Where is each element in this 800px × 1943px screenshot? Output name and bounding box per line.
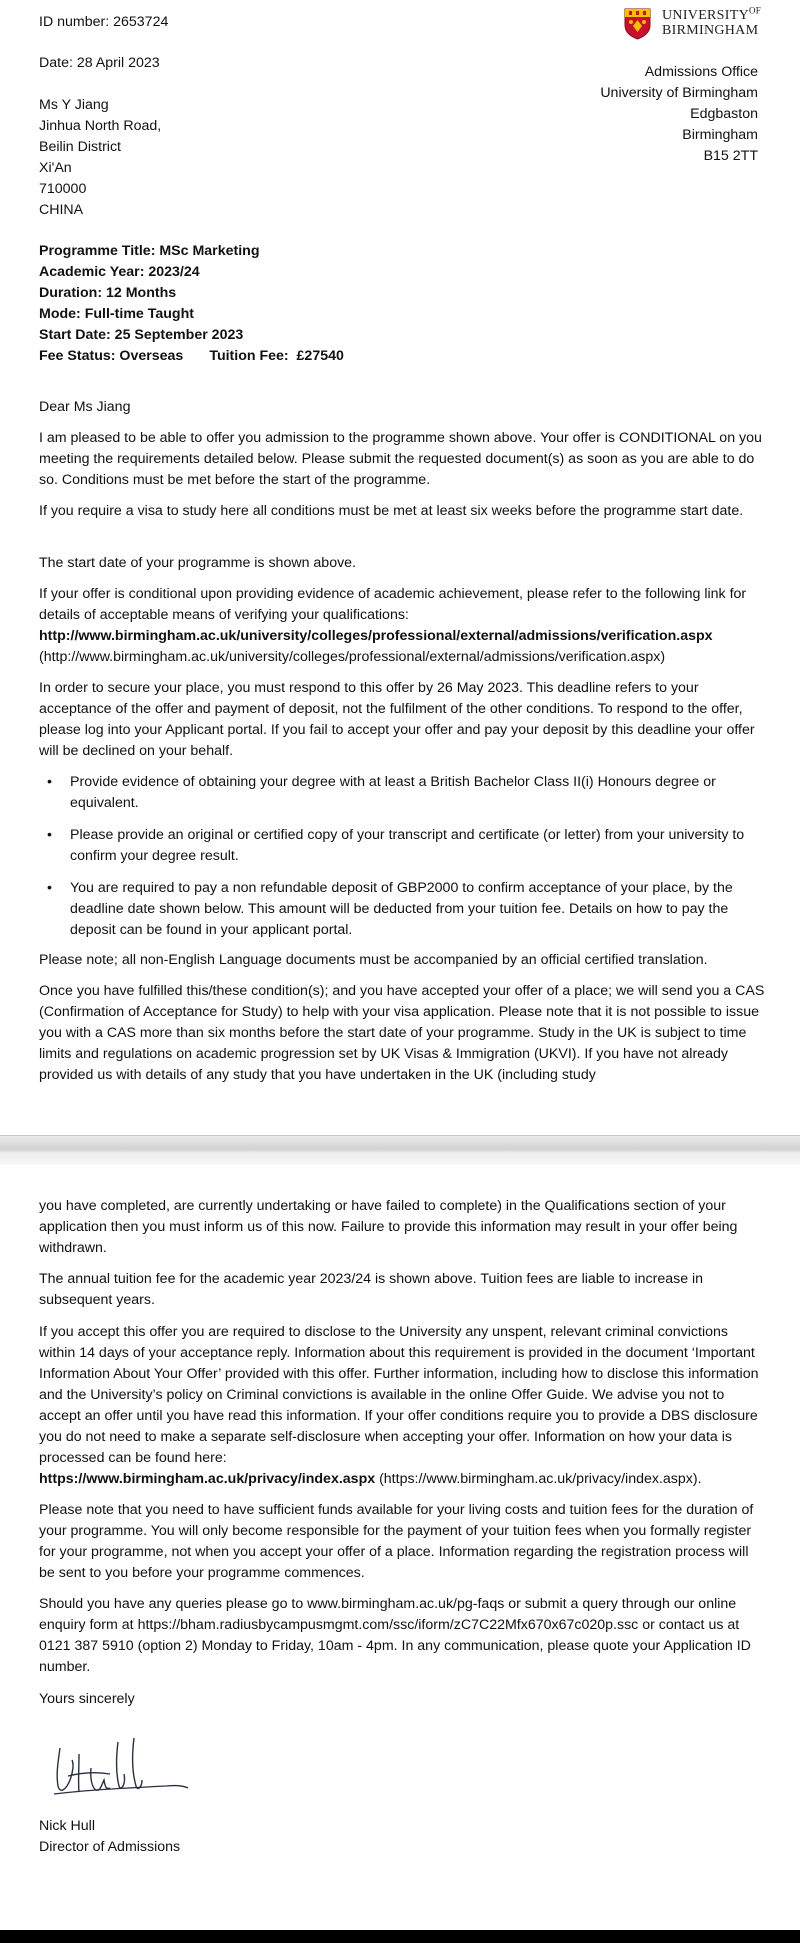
mode: Mode: Full-time Taught [39, 306, 194, 322]
programme-details [39, 241, 344, 367]
paragraph-visa: If you require a visa to study here all conditions must be met at least six weeks before the programme start date. [39, 503, 744, 519]
tuition-fee: Tuition Fee: £27540 [209, 348, 344, 364]
paragraph-annual-fee: The annual tuition fee for the academic year 2023/24 is shown above. Tuition fees are liable to increase in subsequent years. [39, 1271, 704, 1308]
paragraph-verification: If your offer is conditional upon providing evidence of academic achievement, please refer to the following link for details of acceptable means of verifying your qualifications: http://www.birmingham.ac.uk/university/colleges/professional/external/admissions/verification.aspx (http://www.birmingham.ac.uk/university/colleges/professional/external/admissions/verification.aspx) [39, 584, 766, 668]
sender-address: Admissions Office University of Birmingham Edgbaston Birmingham B15 2TT [600, 64, 758, 164]
id-number: ID number: 2653724 [39, 14, 169, 30]
signature-image [46, 1734, 206, 1804]
paragraph-deadline: In order to secure your place, you must respond to this offer by 26 May 2023. This deadline refers to your acceptance of the offer and payment of deposit, not the fulfilment of the other conditions. To respond to the offer, please log into your Applicant portal. If you fail to accept your offer and pay your deposit by this deadline your offer will be declined on your behalf. [39, 680, 755, 759]
programme-title: Programme Title: MSc Marketing [39, 243, 260, 259]
letter-date: Date: 28 April 2023 [39, 55, 160, 71]
list-item: • You are required to pay a non refundable deposit of GBP2000 to confirm acceptance of your place, by the deadline date shown below. This amount will be deducted from your tuition fee. Details on how to pay the deposit can be found in your applicant portal. [39, 878, 766, 941]
university-wordmark: $UNIVERSITY^{OF}$ BIRMINGHAM [662, 5, 762, 38]
salutation: Dear Ms Jiang [39, 399, 131, 415]
fee-status: Fee Status: Overseas [39, 348, 184, 364]
paragraph-funds: Please note that you need to have sufficient funds available for your living costs and tuition fees for the duration of your programme. You will only become responsible for the payment of your tuition fees when you formally register for your programme, not when you accept your offer of a place. Information regarding the registration process will be sent to you before your programme commences. [39, 1502, 754, 1581]
viewer-bottom-bar [0, 1930, 800, 1943]
start-date: Start Date: 25 September 2023 [39, 327, 244, 343]
list-item: • Provide evidence of obtaining your degree with at least a British Bachelor Class II(i) Honours degree or equivalent. [39, 772, 766, 814]
list-item: • Please provide an original or certified copy of your transcript and certificate (or letter) from your university to confirm your degree result. [39, 825, 766, 867]
university-crest-icon [624, 8, 651, 40]
paragraph-queries: Should you have any queries please go to www.birmingham.ac.uk/pg-faqs or submit a query through our online enquiry form at https://bham.radiusbycampusmgmt.com/ssc/iform/zC7C22Mfx670x67c020p.ssc or contact us at 0121 387 5910 (option 2) Monday to Friday, 10am - 4pm. In any communication, please quote your Application ID number. [39, 1596, 751, 1675]
signatory-name: Nick Hull [39, 1818, 95, 1834]
privacy-link[interactable]: https://www.birmingham.ac.uk/privacy/index.aspx [39, 1471, 376, 1487]
conditions-list [39, 772, 766, 952]
duration: Duration: 12 Months [39, 285, 177, 301]
paragraph-start-date: The start date of your programme is shown above. [39, 555, 357, 571]
paragraph-cas: Once you have fulfilled this/these condition(s); and you have accepted your offer of a place; we will send you a CAS (Confirmation of Acceptance for Study) to help with your visa application. Please note that it is not possible to issue you with a CAS more than six months before the start date of your programme. Study in the UK is subject to time limits and regulations on academic progression set by UK Visas & Immigration (UKVI). If you have not already provided us with details of any study that you have undertaken in the UK (including study [39, 983, 765, 1083]
privacy-link-plain: (https://www.birmingham.ac.uk/privacy/index.aspx). [375, 1471, 702, 1487]
closing: Yours sincerely [39, 1691, 135, 1707]
university-logo [624, 5, 762, 42]
recipient-address: Ms Y Jiang Jinhua North Road, Beilin District Xi'An 710000 CHINA [39, 97, 162, 218]
paragraph-criminal-convictions: If you accept this offer you are required to disclose to the University any unspent, relevant criminal convictions within 14 days of your acceptance reply. Information about this requirement is provided in the document ‘Important Information About Your Offer’ provided with this offer. Further information, including how to disclose this information and the University’s policy on Criminal convictions is available in the online Offer Guide. We advise you not to accept an offer until you have read this information. If your offer conditions require you to provide a DBS disclosure you do not need to make a separate self-disclosure when accepting your offer. Information on how your data is processed can be found here: https://www.birmingham.ac.uk/privacy/index.aspx (https://www.birmingham.ac.uk/privacy/index.aspx). [39, 1324, 759, 1487]
paragraph-cas-continued: you have completed, are currently undertaking or have failed to complete) in the Qualifications section of your application then you must inform us of this now. Failure to provide this information may result in your offer being withdrawn. [39, 1198, 738, 1256]
paragraph-translation: Please note; all non-English Language documents must be accompanied by an official certified translation. [39, 952, 708, 968]
paragraph-offer: I am pleased to be able to offer you admission to the programme shown above. Your offer is CONDITIONAL on you meeting the requirements detailed below. Please submit the requested document(s) as soon as you are able to do so. Conditions must be met before the start of the programme. [39, 430, 762, 488]
signatory [39, 1816, 766, 1858]
academic-year: Academic Year: 2023/24 [39, 264, 200, 280]
signatory-title: Director of Admissions [39, 1839, 181, 1855]
verification-link[interactable]: http://www.birmingham.ac.uk/university/colleges/professional/external/admissions/verification.aspx [39, 628, 713, 644]
verification-link-plain: (http://www.birmingham.ac.uk/university/colleges/professional/external/admissions/verification.aspx) [39, 649, 666, 665]
page-break [0, 1135, 800, 1167]
